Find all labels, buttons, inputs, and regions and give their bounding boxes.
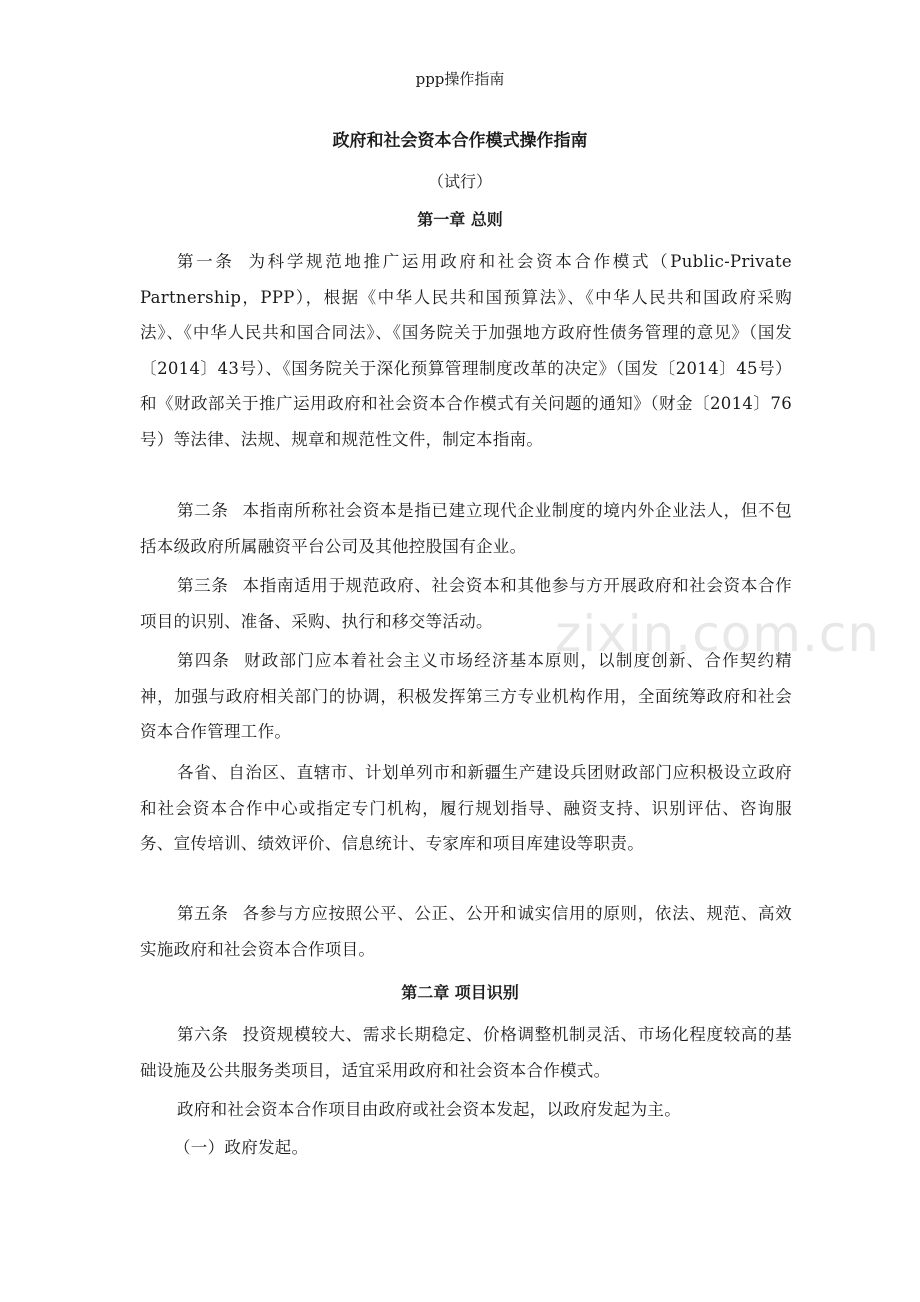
article-6 xyxy=(140,1017,792,1088)
article-5 xyxy=(140,896,792,967)
article-label: 第五条 xyxy=(177,904,229,923)
document-title: 政府和社会资本合作模式操作指南 xyxy=(332,131,588,151)
article-text: 为科学规范地推广运用政府和社会资本合作模式（Public-Private Partnership，PPP），根据《中华人民共和国预算法》、《中华人民共和国政府采购法》、《中华人民共和国合同法》、《国务院关于加强地方政府性债务管理的意见》（国发〔2014〕43号）、《国务院关于深化预算管理制度改革的决定》（国发〔2014〕45号）和《财政部关于推广运用政府和社会资本合作模式有关问题的通知》（财金〔2014〕76号）等法律、法规、规章和规范性文件，制定本指南。 xyxy=(140,252,792,449)
article-text: 投资规模较大、需求长期稳定、价格调整机制灵活、市场化程度较高的基础设施及公共服务类项目，适宜采用政府和社会资本合作模式。 xyxy=(140,1025,792,1080)
chapter-heading-2: 第二章 项目识别 xyxy=(401,983,519,1002)
article-label: 第三条 xyxy=(177,576,229,595)
article-label: 第四条 xyxy=(177,651,231,670)
list-item-1: （一）政府发起。 xyxy=(174,1138,309,1157)
article-label: 第一条 xyxy=(177,252,235,271)
document-subtitle: （试行） xyxy=(427,172,492,191)
article-4-paragraph-2: 各省、自治区、直辖市、计划单列市和新疆生产建设兵团财政部门应积极设立政府和社会资本合作中心或指定专门机构，履行规划指导、融资支持、识别评估、咨询服务、宣传培训、绩效评价、信息统计、专家库和项目库建设等职责。 xyxy=(140,763,792,853)
page-header: ppp操作指南 xyxy=(415,70,505,88)
article-2 xyxy=(140,493,792,564)
article-text: 财政部门应本着社会主义市场经济基本原则，以制度创新、合作契约精神，加强与政府相关部门的协调，积极发挥第三方专业机构作用，全面统筹政府和社会资本合作管理工作。 xyxy=(140,651,792,741)
article-text: 各参与方应按照公平、公正、公开和诚实信用的原则，依法、规范、高效实施政府和社会资本合作项目。 xyxy=(140,904,792,959)
watermark: zixin.com.cn xyxy=(555,605,881,663)
article-6-paragraph-2: 政府和社会资本合作项目由政府或社会资本发起，以政府发起为主。 xyxy=(177,1100,681,1119)
article-1 xyxy=(140,244,792,457)
chapter-heading-1: 第一章 总则 xyxy=(417,210,503,229)
article-4 xyxy=(140,643,792,750)
article-3 xyxy=(140,568,792,639)
article-text: 本指南适用于规范政府、社会资本和其他参与方开展政府和社会资本合作项目的识别、准备、采购、执行和移交等活动。 xyxy=(140,576,792,631)
article-text: 本指南所称社会资本是指已建立现代企业制度的境内外企业法人，但不包括本级政府所属融资平台公司及其他控股国有企业。 xyxy=(140,501,792,556)
article-label: 第二条 xyxy=(177,501,229,520)
article-label: 第六条 xyxy=(177,1025,229,1044)
